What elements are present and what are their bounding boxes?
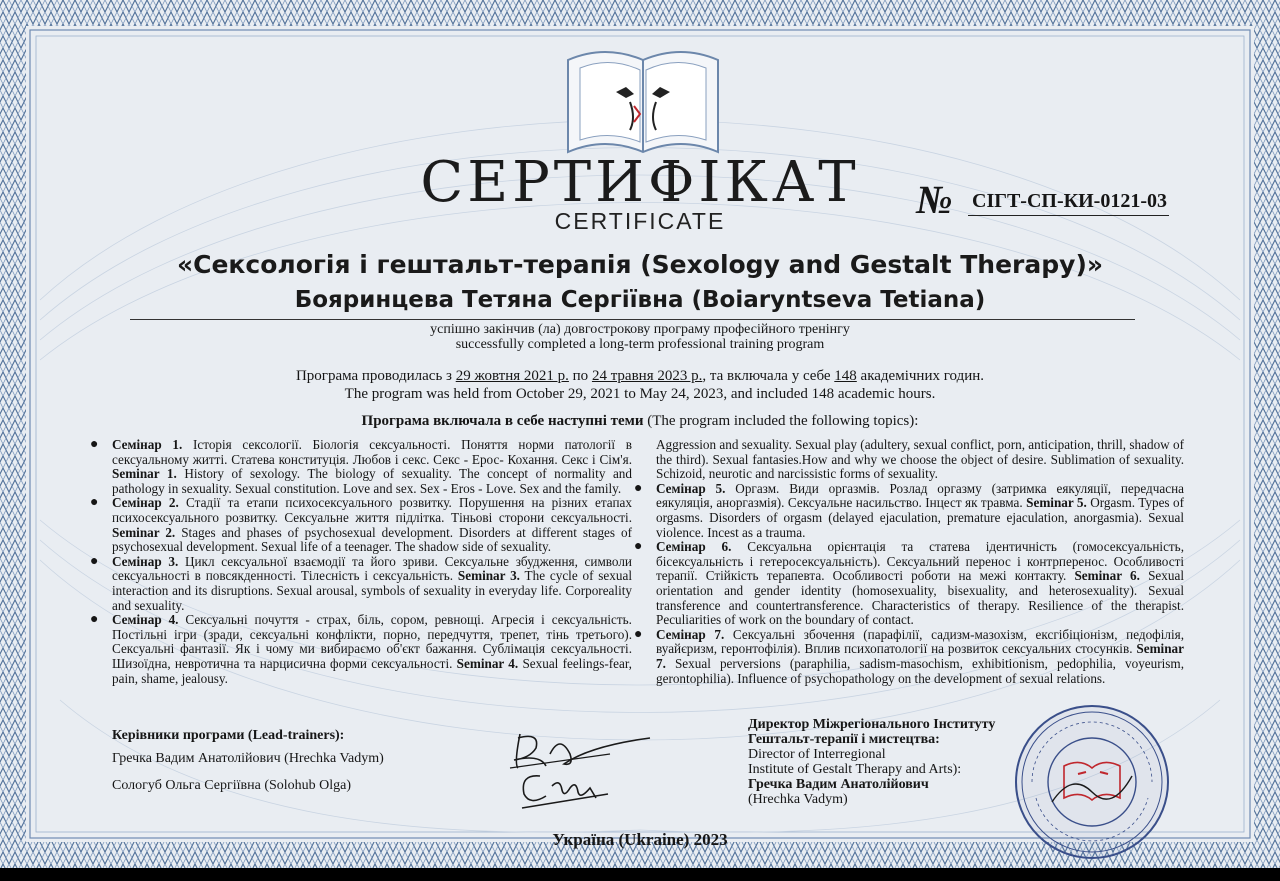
director-title-en: Director of Interregional — [748, 747, 886, 762]
handwritten-signatures — [500, 724, 670, 819]
program-dates-uk: Програма проводилась з 29 жовтня 2021 р. по 24 травня 2023 р., та включала у себе 148 академічних годин. — [295, 368, 985, 384]
hours: 148 — [834, 368, 857, 384]
lead-trainer-name: Гречка Вадим Анатолійович (Hrechka Vadym) — [112, 751, 384, 766]
director-block: Директор Міжрегіонального Інституту Гештальт-терапії і мистецтва: Director of Interregional Institute of Gestalt Therapy and Arts): Гречка Вадим Анатолійович (Hrechka Vadym) — [748, 717, 996, 807]
topics-heading: Програма включала в себе наступні теми (The program included the following topics): — [361, 413, 919, 429]
footer-location-year: Україна (Ukraine) 2023 — [552, 830, 728, 849]
seminars-column-left — [90, 437, 632, 686]
program-dates-en: The program was held from October 29, 2021 to May 24, 2023, and included 148 academic hours. — [344, 386, 936, 402]
recipient-name: Бояринцева Тетяна Сергіївна (Boiaryntseva Tetiana) — [294, 287, 986, 313]
seminar-item: ● Семінар 4. Сексуальні почуття - страх, біль, сором, ревнощі. Агресія і сексуальність. Постільні ігри (зради, сексуальні конфлікти, порно, передчуття, трепет, тінь третього). Сексуальні фантазії. Як і чому ми вибираємо об'єкт бажання. Сублімація сексуальності. Шизоїдна, невротична та нарцисична форми сексуальності. Seminar 4. Sexual feelings-fear, pain, shame, jealousy. — [90, 612, 632, 686]
director-title-uk: Директор Міжрегіонального Інституту — [748, 717, 996, 732]
end-date: 24 травня 2023 р. — [591, 368, 703, 384]
seminar-item: ● Семінар 7. Сексуальні збочення (парафілії, садизм-мазохізм, ексгібіціонізм, педофілія, вуайєризм, геронтофілія). Вплив психопатології на розвиток сексуальних стосунків. Seminar 7. Sexual perversions (paraphilia, sadism-masochism, exhibitionism, pedophilia, voyeurism, gerontophilia). Influence of psychopathology on the development of sexual relations. — [634, 626, 1184, 686]
certificate-subtitle: CERTIFICATE — [554, 208, 726, 234]
seminar-item: ● Семінар 6. Сексуальна орієнтація та статева ідентичність (гомосексуальність, бісексуальність і гетеросексуальність). Сексуальний перенос і контрперенос. Особливості терапії. Стійкість терапевта. Особливості роботи на межі контакту. Seminar 6. Sexual orientation and gender identity (homosexuality, bisexuality, and heterosexuality). Sexual transference and countertransference. Characteristics of therapy. Resilience of the therapist. Peculiarities of work on the boundary of contact. — [634, 539, 1184, 628]
seminar-item: ● Семінар 3. Цикл сексуальної взаємодії та його зриви. Сексуальне збудження, символи сексуальності в повсякденності. Тілесність і сексуальність. Seminar 3. The cycle of sexual interaction and its disruptions. Sexual arousal, symbols of sexuality in everyday life. Corporeality and sexuality. — [90, 553, 632, 613]
director-name-en: (Hrechka Vadym) — [748, 792, 848, 807]
seminar-item: ● Семінар 1. Історія сексології. Біологія сексуальності. Поняття норми патології в сексуальному житті. Статева конституція. Любов і секс. Секс - Ерос- Кохання. Секс і Сім'я. Seminar 1. History of sexology. The biology of sexuality. The concept of normality and pathology in sexuality. Sexual constitution. Love and sex. Sex - Eros - Love. Sex and the family. — [90, 437, 632, 496]
completion-statement — [0, 322, 1280, 352]
seminar-item: ● Семінар 2. Стадії та етапи психосексуального розвитку. Порушення на різних етапах психосексуального розвитку. Сексуальне життя підлітка. Тіньові сторони сексуальності. Seminar 2. Stages and phases of psychosexual development. Disorders at different stages of psychosexual development. Sexual life of a teenager. The shadow side of sexuality. — [90, 495, 632, 555]
completion-en: successfully completed a long-term professional training program — [455, 337, 825, 352]
lead-trainer-name: Сологуб Ольга Сергіївна (Solohub Olga) — [112, 778, 352, 793]
institute-logo — [560, 42, 726, 162]
recipient-underline — [130, 319, 1135, 320]
program-dates — [0, 367, 1280, 403]
certificate-number: СІГТ-СП-КИ-0121-03 — [968, 190, 1169, 216]
seminars-column-right — [634, 437, 1184, 686]
completion-uk: успішно закінчив (ла) довгострокову програму професійного тренінгу — [430, 322, 850, 337]
director-name: Гречка Вадим Анатолійович — [748, 777, 929, 792]
number-sign: № — [916, 177, 953, 222]
seminar-item: ● Семінар 5. Оргазм. Види оргазмів. Розлад оргазму (затримка еякуляції, передчасна еякуляція, аноргазмія). Сексуальне насильство. Інцест як травма. Seminar 5. Orgasm. Types of orgasms. Disorders of orgasm (delayed ejaculation, premature ejaculation, anorgasmia). Sexual violence. Incest as a trauma. — [634, 480, 1184, 540]
seminar-4-continued: Aggression and sexuality. Sexual play (adultery, sexual conflict, porn, anticipation, thrill, shadow of the third). Sexual fantasies.How and why we choose the object of desire. Sublimation of sexuality. Schizoid, neurotic and narcissistic forms of sexuality. — [656, 437, 1184, 482]
lead-trainers-heading: Керівники програми (Lead-trainers): — [112, 728, 345, 743]
course-title: «Сексологія і гештальт-терапія (Sexology and Gestalt Therapy)» — [176, 250, 1104, 279]
start-date: 29 жовтня 2021 р. — [455, 368, 569, 384]
certificate-title: СЕРТИФІКАТ — [420, 150, 860, 215]
